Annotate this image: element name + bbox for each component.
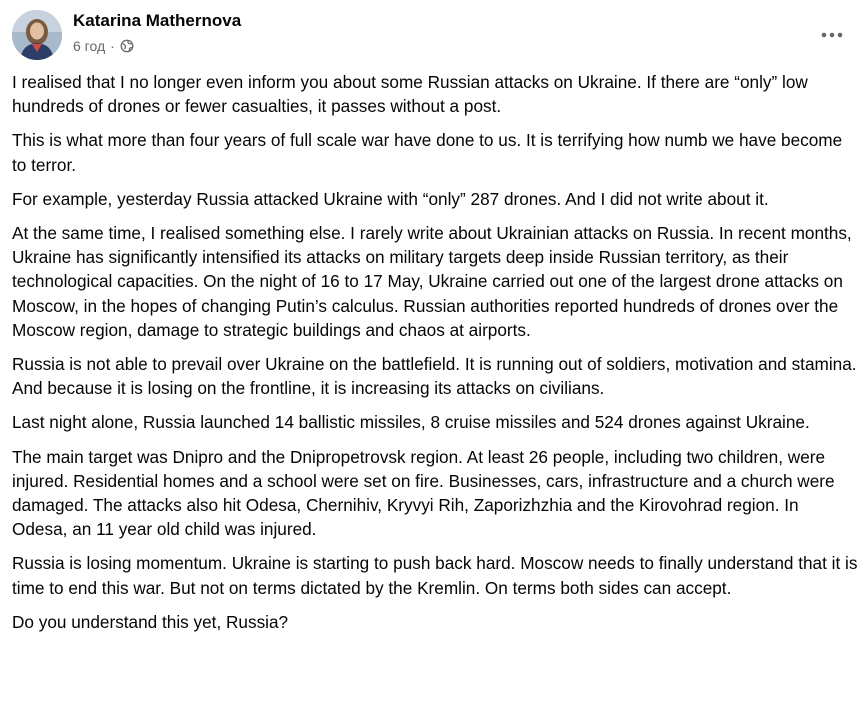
- post-paragraph: This is what more than four years of full scale war have done to us. It is terrifying how numb we have become to terror.: [12, 130, 843, 175]
- meta-separator: ·: [110, 38, 115, 54]
- post-paragraph: Russia is not able to prevail over Ukraine on the battlefield. It is running out of soldiers, motivation and stamina. And because it is losing on the frontline, it is increasing its attacks on civilians.: [12, 354, 857, 399]
- post-meta: [73, 38, 134, 54]
- post-paragraph: Russia is losing momentum. Ukraine is starting to push back hard. Moscow needs to finally understand that it is time to end this war. But not on terms dictated by the Kremlin. On terms both sides can accept.: [12, 553, 858, 598]
- avatar[interactable]: [12, 10, 62, 60]
- globe-icon[interactable]: [120, 39, 134, 53]
- post-paragraph: I realised that I no longer even inform you about some Russian attacks on Ukraine. If there are “only” low hundreds of drones or fewer casualties, it passes without a post.: [12, 72, 808, 117]
- more-options-icon: [821, 25, 843, 43]
- post-paragraph: For example, yesterday Russia attacked Ukraine with “only” 287 drones. And I did not write about it.: [12, 188, 769, 209]
- post-paragraph: Last night alone, Russia launched 14 ballistic missiles, 8 cruise missiles and 524 drones against Ukraine.: [12, 412, 810, 433]
- post-paragraph: Do you understand this yet, Russia?: [12, 611, 289, 632]
- post-body: [12, 70, 858, 644]
- more-options-button[interactable]: [814, 22, 850, 46]
- post-paragraph: At the same time, I realised something else. I rarely write about Ukrainian attacks on Russia. In recent months, Ukraine has significantly intensified its attacks on military targets deep inside Russian territory, as their technological capacities. On the night of 16 to 17 May, Ukraine carried out one of the largest drone attacks on Moscow, in the hopes of changing Putin’s calculus. Russian authorities reported hundreds of drones over the Moscow region, damage to strategic buildings and chaos at airports.: [12, 223, 852, 340]
- avatar-image: [12, 10, 62, 60]
- post-timestamp[interactable]: 6 год: [73, 38, 106, 54]
- post-paragraph: The main target was Dnipro and the Dnipropetrovsk region. At least 26 people, including two children, were injured. Residential homes and a school were set on fire. Businesses, cars, infrastructure and a church were damaged. The attacks also hit Odesa, Chernihiv, Kryvyi Rih, Zaporizhzhia and the Kirovohrad region. In Odesa, an 11 year old child was injured.: [12, 446, 835, 540]
- author-name[interactable]: Katarina Mathernova: [73, 11, 242, 30]
- post-header: [12, 10, 854, 64]
